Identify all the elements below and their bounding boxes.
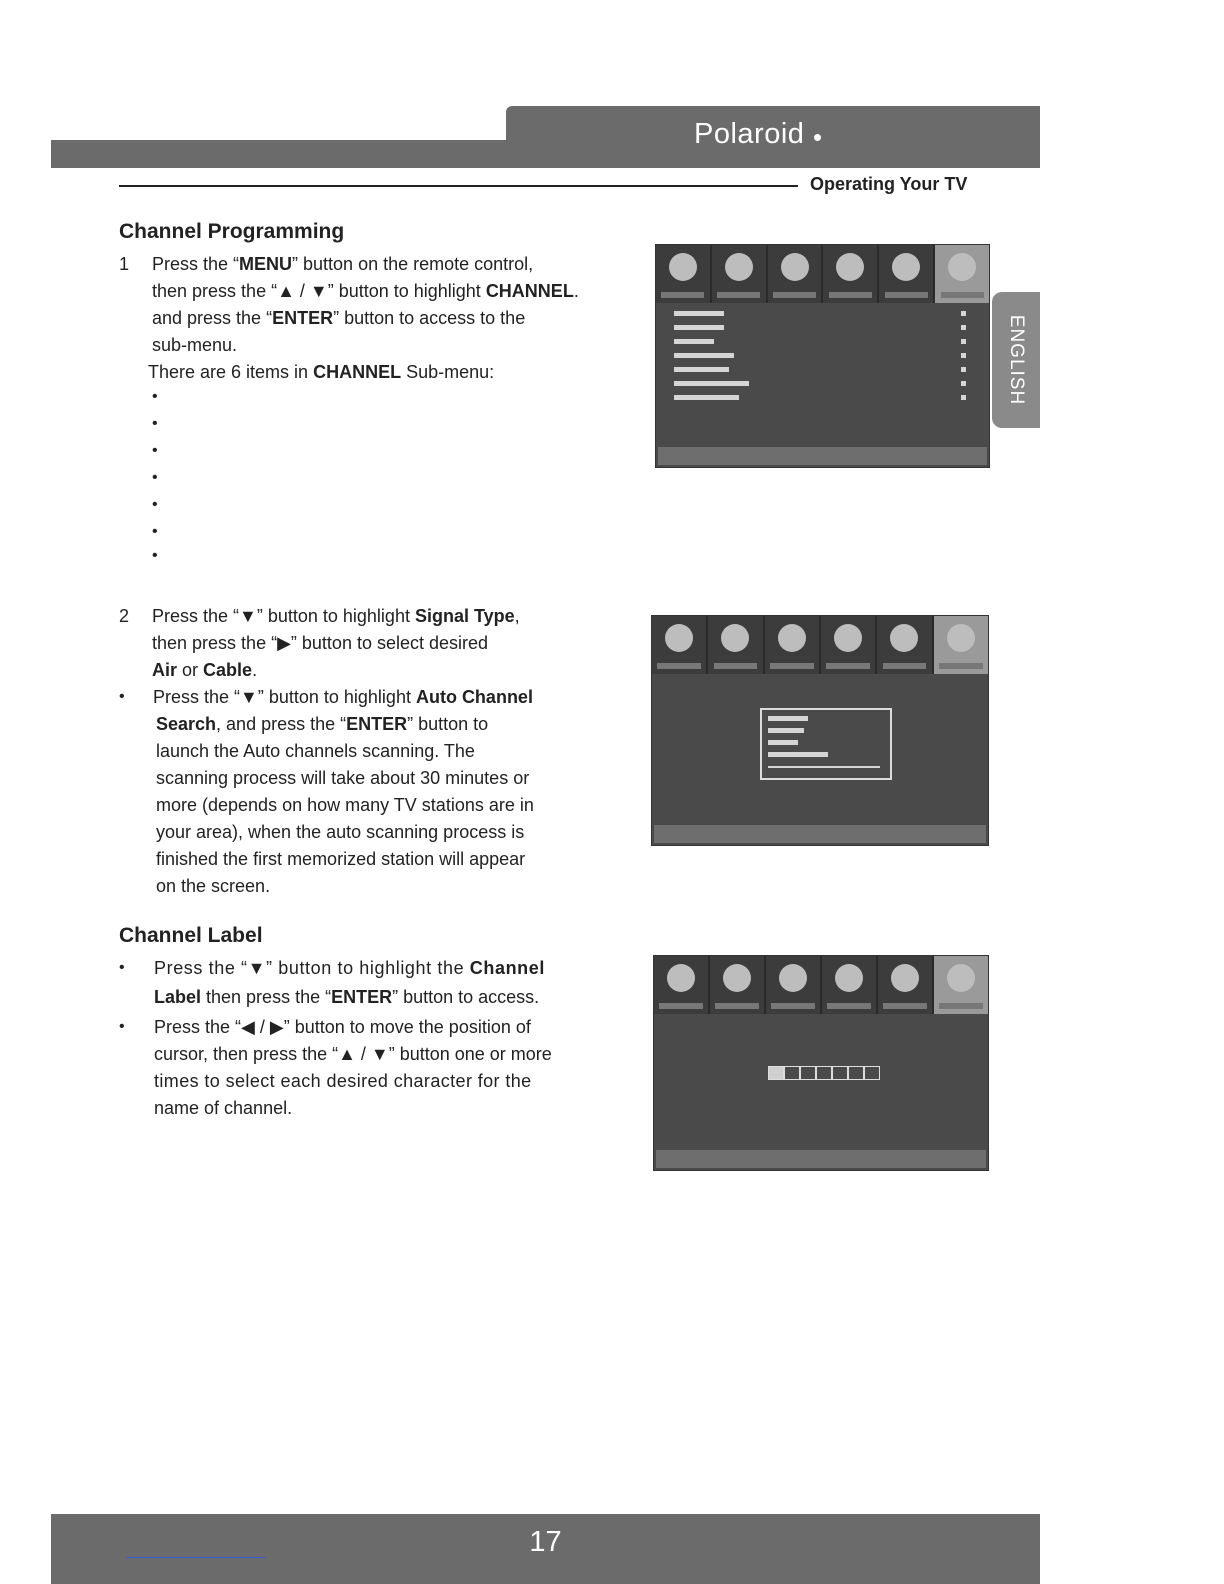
- picture-icon: [652, 616, 706, 674]
- auto-search-line-3: launch the Auto channels scanning. The: [156, 741, 475, 761]
- arrow-icon: [961, 325, 966, 330]
- audio-icon: [708, 616, 762, 674]
- label-char: [864, 1066, 880, 1080]
- scan-row: [768, 728, 804, 733]
- brand-logo: Polaroid: [694, 118, 805, 150]
- label-char: [800, 1066, 816, 1080]
- menu-row: [674, 339, 714, 344]
- lock-icon: [879, 245, 933, 303]
- menu-row: [674, 311, 724, 316]
- channel-menu-screenshot: [655, 244, 990, 468]
- arrow-icon: [961, 311, 966, 316]
- scan-row: [768, 740, 798, 745]
- auto-search-line-7: finished the first memorized station will appear: [156, 849, 526, 869]
- scan-row: [768, 752, 828, 757]
- lock-icon: [878, 956, 932, 1014]
- label-char: [784, 1066, 800, 1080]
- arrow-icon: [961, 395, 966, 400]
- scan-row: [768, 716, 808, 721]
- cursor-line-2: cursor, then press the “▲ / ▼” button one or more: [154, 1044, 552, 1064]
- submenu-bullet: •: [152, 415, 158, 432]
- hint-bar: [658, 447, 987, 465]
- time-icon: [768, 245, 822, 303]
- scan-progress-bar: [768, 766, 880, 768]
- submenu-bullet: •: [152, 496, 158, 513]
- cursor-line-3: times to select each desired character for the: [154, 1071, 532, 1091]
- step-2-line-1: Press the “▼” button to highlight Signal Type,: [152, 606, 520, 626]
- setup-icon: [821, 616, 875, 674]
- step-1-line-5: There are 6 items in CHANNEL Sub-menu:: [148, 362, 495, 382]
- step-1-line-3: and press the “ENTER” button to access to the: [152, 308, 526, 328]
- label-editor: [768, 1066, 880, 1080]
- menu-row: [674, 381, 749, 386]
- auto-search-bullet: •: [119, 688, 125, 705]
- auto-search-line-2: Search, and press the “ENTER” button to: [156, 714, 489, 734]
- submenu-bullet: •: [152, 469, 158, 486]
- hint-bar: [656, 1150, 986, 1168]
- step-2-line-3: Air or Cable.: [152, 660, 258, 680]
- scan-progress-panel: [760, 708, 892, 780]
- time-icon: [766, 956, 820, 1014]
- auto-search-line-8: on the screen.: [156, 876, 271, 896]
- setup-icon: [822, 956, 876, 1014]
- step-1-line-2: then press the “▲ / ▼” button to highlight CHANNEL.: [152, 281, 579, 301]
- channel-label-bullet: •: [119, 959, 125, 976]
- label-char: [832, 1066, 848, 1080]
- cursor-line-4: name of channel.: [154, 1098, 293, 1118]
- hint-bar: [654, 825, 986, 843]
- time-icon: [765, 616, 819, 674]
- arrow-icon: [961, 381, 966, 386]
- channel-icon: [934, 956, 988, 1014]
- submenu-bullet: •: [152, 523, 158, 540]
- submenu-bullet: •: [152, 442, 158, 459]
- menu-icon-strip: [656, 245, 989, 303]
- step-2-number: 2: [119, 606, 130, 626]
- auto-search-line-1: Press the “▼” button to highlight Auto Channel: [153, 687, 533, 707]
- audio-icon: [710, 956, 764, 1014]
- menu-row: [674, 367, 729, 372]
- submenu-bullet: •: [152, 388, 158, 405]
- brand-dot: [814, 134, 821, 141]
- audio-icon: [712, 245, 766, 303]
- auto-search-line-5: more (depends on how many TV stations are in: [156, 795, 534, 815]
- cursor-bullet: •: [119, 1018, 125, 1035]
- lock-icon: [877, 616, 931, 674]
- channel-label-line-1: Press the “▼” button to highlight the Channel: [154, 958, 545, 978]
- channel-label-heading: Channel Label: [119, 924, 263, 947]
- arrow-icon: [961, 339, 966, 344]
- section-rule: [119, 185, 798, 187]
- menu-row: [674, 353, 734, 358]
- auto-scan-screenshot: [651, 615, 989, 846]
- step-1-line-4: sub-menu.: [152, 335, 238, 355]
- arrow-icon: [961, 367, 966, 372]
- arrow-icon: [961, 353, 966, 358]
- auto-search-line-6: your area), when the auto scanning process is: [156, 822, 525, 842]
- label-cursor: [768, 1066, 784, 1080]
- channel-icon: [934, 616, 988, 674]
- channel-icon: [935, 245, 989, 303]
- cursor-line-1: Press the “◀ / ▶” button to move the position of: [154, 1017, 531, 1037]
- submenu-bullet: •: [152, 547, 158, 564]
- step-1-line-1: Press the “MENU” button on the remote control,: [152, 254, 534, 274]
- auto-search-line-4: scanning process will take about 30 minutes or: [156, 768, 530, 788]
- picture-icon: [656, 245, 710, 303]
- setup-icon: [823, 245, 877, 303]
- channel-label-line-2: Label then press the “ENTER” button to access.: [154, 987, 540, 1007]
- channel-label-screenshot: [653, 955, 989, 1171]
- label-char: [848, 1066, 864, 1080]
- menu-row: [674, 395, 739, 400]
- step-2-line-2: then press the “▶” button to select desired: [152, 633, 489, 653]
- section-title: Operating Your TV: [810, 174, 968, 194]
- language-tab: [992, 292, 1040, 428]
- picture-icon: [654, 956, 708, 1014]
- step-1-number: 1: [119, 254, 130, 274]
- label-char: [816, 1066, 832, 1080]
- menu-row: [674, 325, 724, 330]
- footer-bar: [51, 1514, 1040, 1584]
- channel-programming-heading: Channel Programming: [119, 220, 345, 243]
- page-number: 17: [529, 1526, 562, 1558]
- language-tab-label: ENGLISH: [1006, 314, 1027, 406]
- footer-link-underline: [126, 1557, 266, 1558]
- menu-icon-strip: [652, 616, 988, 674]
- menu-icon-strip: [654, 956, 988, 1014]
